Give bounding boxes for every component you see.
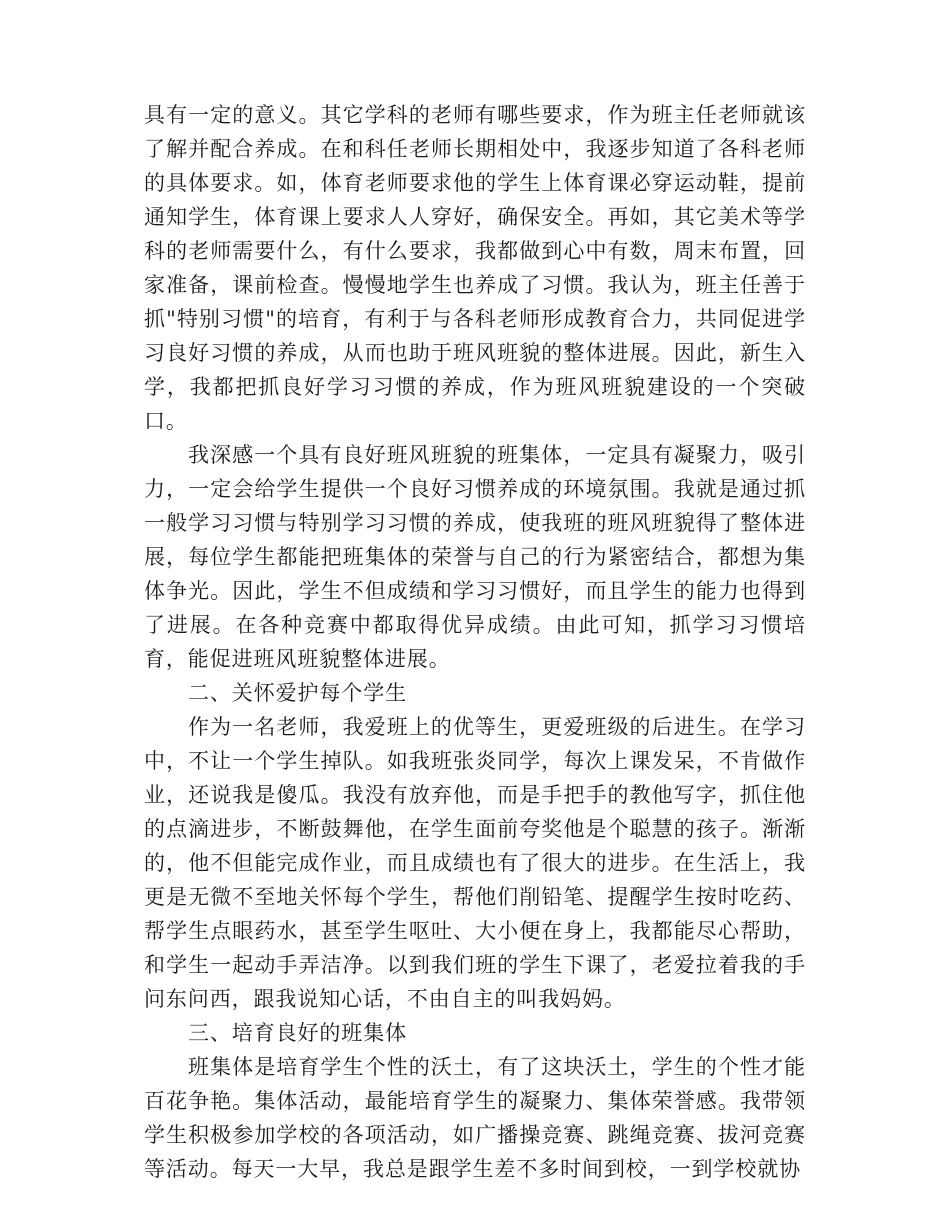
paragraph-good-class-collective: 班集体是培育学生个性的沃土，有了这块沃土，学生的个性才能百花争艳。集体活动，最能培育学生的凝聚力、集体荣誉感。我带领学生积极参加学校的各项活动，如广播操竞赛、跳绳竞赛、拔河竞赛等活动。每天一大早，我总是跟学生差不多时间到校，一到学校就协 <box>144 1055 806 1181</box>
document-page <box>144 98 806 1186</box>
paragraph-care-for-students: 作为一名老师，我爱班上的优等生，更爱班级的后进生。在学习中，不让一个学生掉队。如我班张炎同学，每次上课发呆，不肯做作业，还说我是傻瓜。我没有放弃他，而是手把手的教他写字，抓住他的点滴进步，不断鼓舞他，在学生面前夸奖他是个聪慧的孩子。渐渐的，他不但能完成作业，而且成绩也有了很大的进步。在生活上，我更是无微不至地关怀每个学生，帮他们削铅笔、提醒学生按时吃药、帮学生点眼药水，甚至学生呕吐、大小便在身上，我都能尽心帮助，和学生一起动手弄洁净。以到我们班的学生下课了，老爱拉着我的手问东问西，跟我说知心话，不由自主的叫我妈妈。 <box>144 715 806 1011</box>
section-heading-good-class-collective: 三、培育良好的班集体 <box>188 1021 407 1045</box>
paragraph-class-cohesion: 我深感一个具有良好班风班貌的班集体，一定具有凝聚力，吸引力，一定会给学生提供一个良好习惯养成的环境氛围。我就是通过抓一般学习习惯与特别学习习惯的养成，使我班的班风班貌得了整体进展，每位学生都能把班集体的荣誉与自己的行为紧密结合，都想为集体争光。因此，学生不但成绩和学习习惯好，而且学生的能力也得到了进展。在各种竞赛中都取得优异成绩。由此可知，抓学习习惯培育，能促进班风班貌整体进展。 <box>144 443 806 671</box>
paragraph-subject-requirements: 具有一定的意义。其它学科的老师有哪些要求，作为班主任老师就该了解并配合养成。在和科任老师长期相处中，我逐步知道了各科老师的具体要求。如，体育老师要求他的学生上体育课必穿运动鞋，提前通知学生，体育课上要求人人穿好，确保安全。再如，其它美术等学科的老师需要什么，有什么要求，我都做到心中有数，周末布置，回家准备，课前检查。慢慢地学生也养成了习惯。我认为，班主任善于抓"特别习惯"的培育，有利于与各科老师形成教育合力，共同促进学习良好习惯的养成，从而也助于班风班貌的整体进展。因此，新生入学，我都把抓良好学习习惯的养成，作为班风班貌建设的一个突破口。 <box>144 103 806 433</box>
section-heading-care-for-students: 二、关怀爱护每个学生 <box>188 681 407 705</box>
